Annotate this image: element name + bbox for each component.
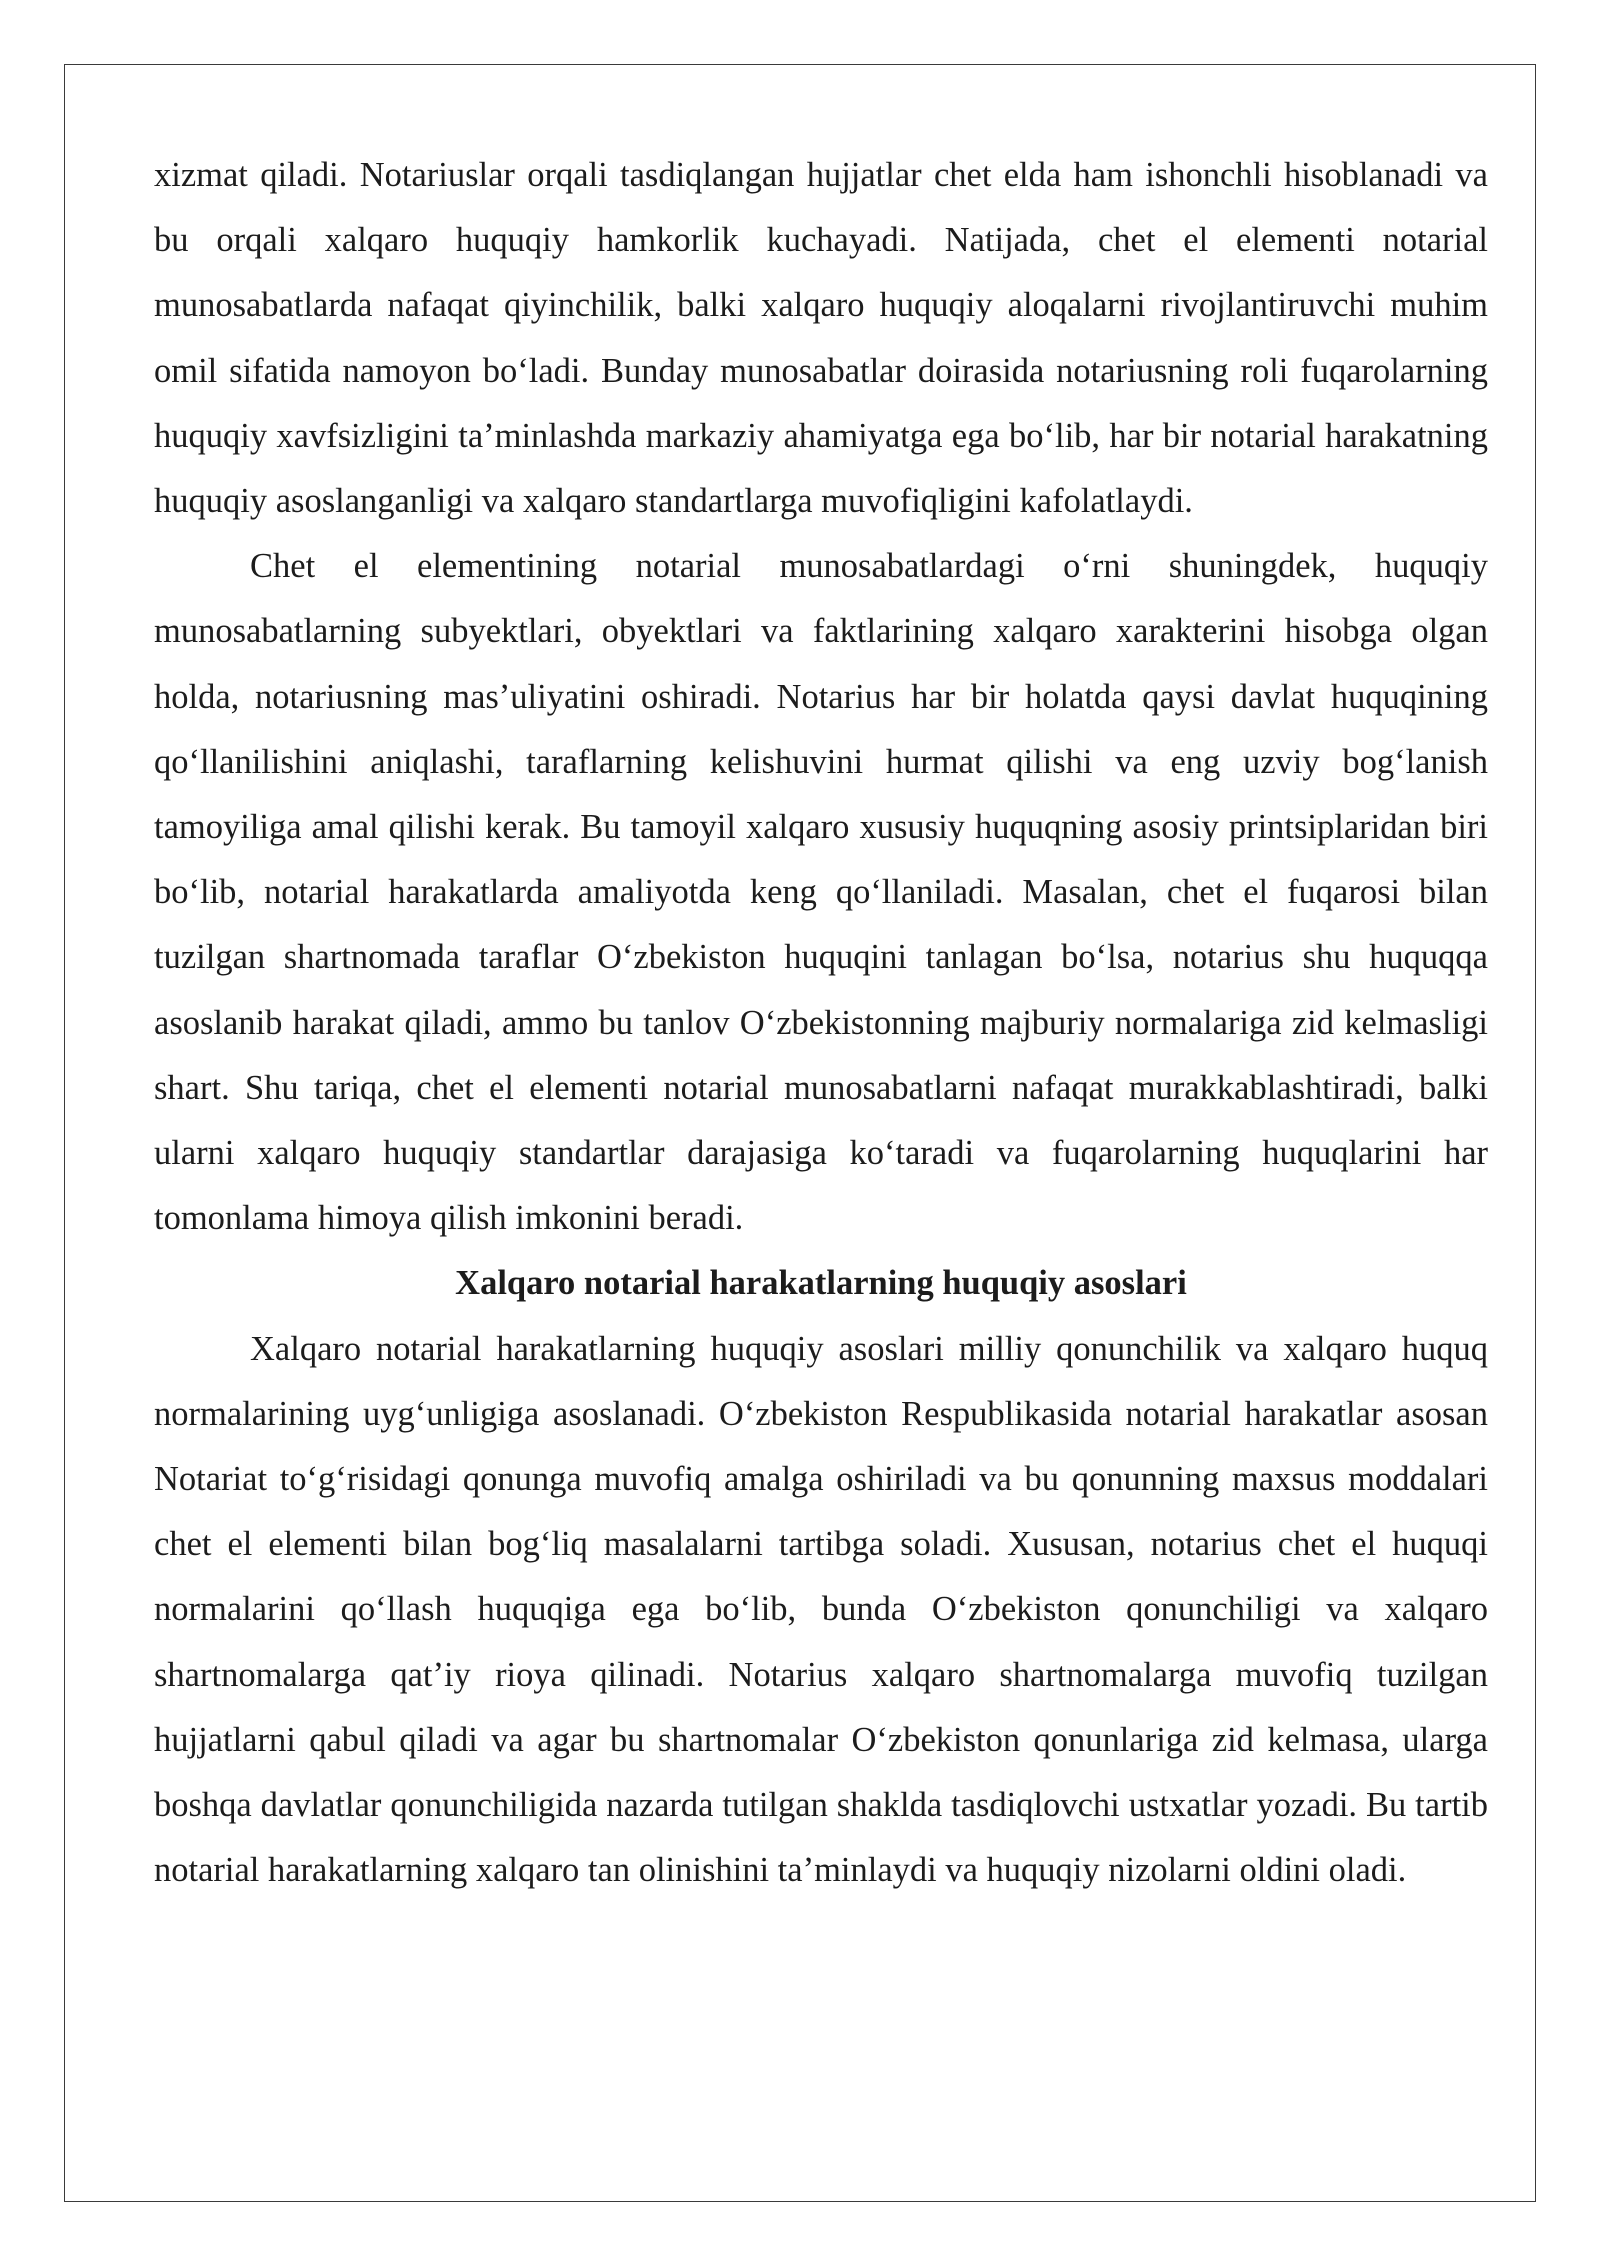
paragraph: Chet el elementining notarial munosabatlardagi oʻrni shuningdek, huquqiy munosabatlarning subyektlari, obyektlari va faktlarining xalqaro xarakterini hisobga olgan holda, notariusning masʼuliyatini oshiradi. Notarius har bir holatda qaysi davlat huquqining qoʻllanilishini aniqlashi, taraflarning kelishuvini hurmat qilishi va eng uzviy bogʻlanish tamoyiliga amal qilishi kerak. Bu tamoyil xalqaro xususiy huquqning asosiy printsiplaridan biri boʻlib, notarial harakatlarda amaliyotda keng qoʻllaniladi. Masalan, chet el fuqarosi bilan tuzilgan shartnomada taraflar Oʻzbekiston huquqini tanlagan boʻlsa, notarius shu huquqqa asoslanib harakat qiladi, ammo bu tanlov Oʻzbekistonning majburiy normalariga zid kelmasligi shart. Shu tariqa, chet el elementi notarial munosabatlarni nafaqat murakkablashtiradi, balki ularni xalqaro huquqiy standartlar darajasiga koʻtaradi va fuqarolarning huquqlarini har tomonlama himoya qilish imkonini beradi. [154, 547, 1488, 1238]
document-body [154, 143, 1488, 1903]
paragraph: Xalqaro notarial harakatlarning huquqiy asoslari milliy qonunchilik va xalqaro huquq normalarining uygʻunligiga asoslanadi. Oʻzbekiston Respublikasida notarial harakatlar asosan Notariat toʻgʻrisidagi qonunga muvofiq amalga oshiriladi va bu qonunning maxsus moddalari chet el elementi bilan bogʻliq masalalarni tartibga soladi. Xususan, notarius chet el huquqi normalarini qoʻllash huquqiga ega boʻlib, bunda Oʻzbekiston qonunchiligi va xalqaro shartnomalarga qatʼiy rioya qilinadi. Notarius xalqaro shartnomalarga muvofiq tuzilgan hujjatlarni qabul qiladi va agar bu shartnomalar Oʻzbekiston qonunlariga zid kelmasa, ularga boshqa davlatlar qonunchiligida nazarda tutilgan shaklda tasdiqlovchi ustxatlar yozadi. Bu tartib notarial harakatlarning xalqaro tan olinishini taʼminlaydi va huquqiy nizolarni oldini oladi. [154, 1329, 1488, 1890]
paragraph-continued: xizmat qiladi. Notariuslar orqali tasdiqlangan hujjatlar chet elda ham ishonchli hisoblanadi va bu orqali xalqaro huquqiy hamkorlik kuchayadi. Natijada, chet el elementi notarial munosabatlarda nafaqat qiyinchilik, balki xalqaro huquqiy aloqalarni rivojlantiruvchi muhim omil sifatida namoyon boʻladi. Bunday munosabatlar doirasida notariusning roli fuqarolarning huquqiy xavfsizligini taʼminlashda markaziy ahamiyatga ega boʻlib, har bir notarial harakatning huquqiy asoslanganligi va xalqaro standartlarga muvofiqligini kafolatlaydi. [154, 156, 1488, 521]
section-heading: Xalqaro notarial harakatlarning huquqiy asoslari [455, 1264, 1187, 1303]
